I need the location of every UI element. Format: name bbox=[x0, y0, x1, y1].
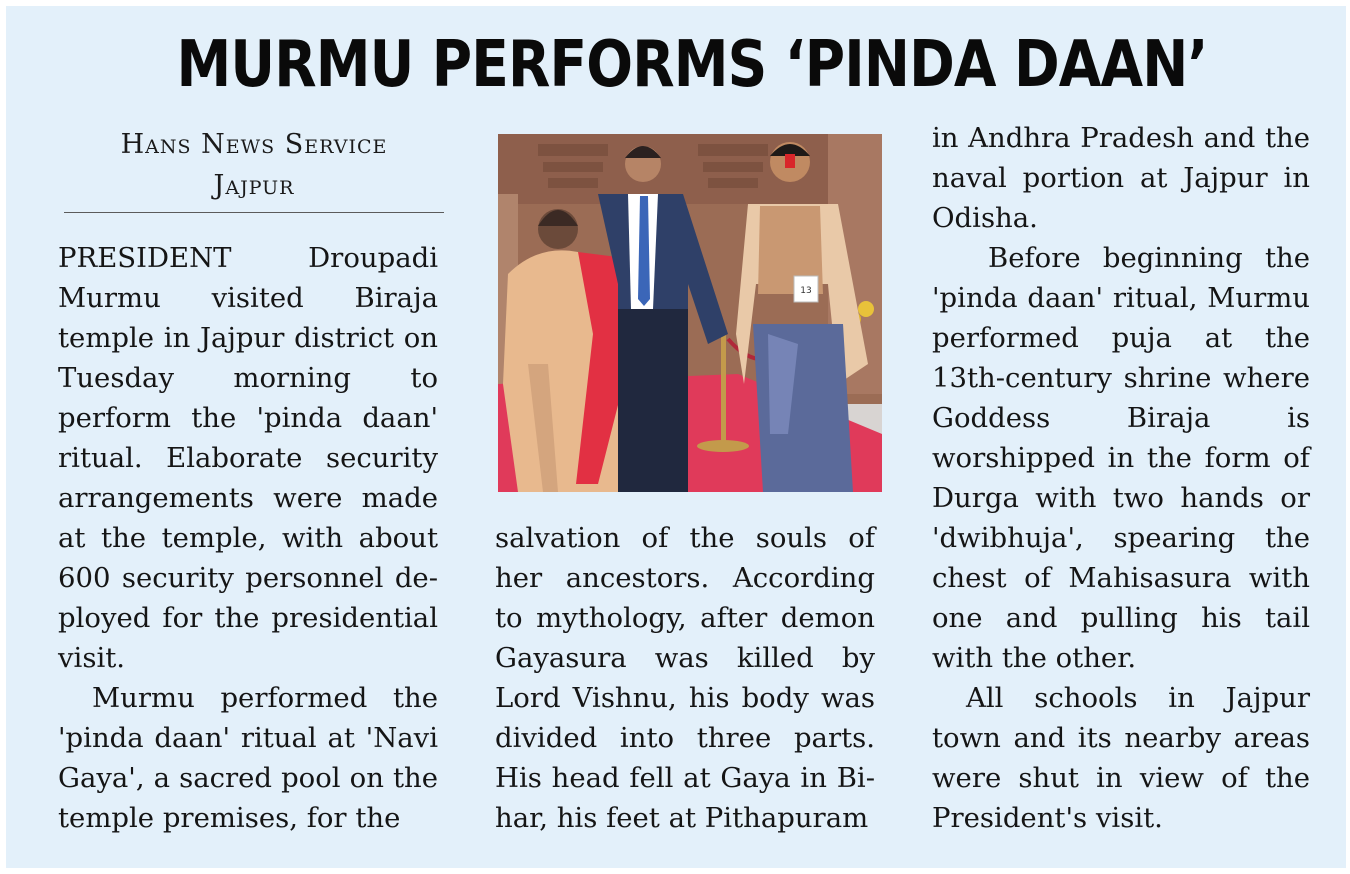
headline: MURMU PERFORMS ‘PINDA DAAN’ bbox=[176, 28, 1208, 102]
paragraph-1: PRESIDENT Droupadi Murmu visited Biraja temple in Jajpur district on Tuesday morning to perform the 'pinda daan' ritual. Elaborate security arrangements were made at the temple, with about 600 security personnel deployed for the presidential visit. bbox=[58, 242, 438, 674]
paragraph-3: Before beginning the 'pinda daan' ritual, Murmu performed puja at the 13th-century shrine where Goddess Biraja is worshipped in the form of Durga with two hands or 'dwibhuja', spearing the chest of Mahisasura with one and pulling his tail with the other. bbox=[932, 242, 1310, 674]
byline-location: Jajpur bbox=[213, 170, 295, 201]
paragraph-2-middle: salvation of the souls of her ancestors. According to mythology, after demon Gayasura was killed by Lord Vishnu, his body was divided into three parts. His head fell at Gaya in Bihar, his feet at Pithapuram bbox=[495, 522, 875, 834]
article-column-1 bbox=[58, 238, 438, 838]
byline bbox=[64, 124, 444, 213]
paragraph-2-end: in Andhra Pradesh and the naval portion at Jajpur in Odisha. bbox=[932, 122, 1310, 234]
photo-illustration bbox=[498, 134, 882, 492]
article-column-2 bbox=[495, 518, 875, 838]
paragraph-4: All schools in Jajpur town and its nearby areas were shut in view of the President's visit. bbox=[932, 682, 1310, 834]
article-photo bbox=[498, 134, 882, 492]
byline-agency: Hans News Service bbox=[120, 129, 388, 160]
badge-text: 13 bbox=[800, 286, 812, 296]
article-column-3 bbox=[932, 118, 1310, 838]
paragraph-2-start: Murmu performed the 'pinda daan' ritual at 'Navi Gaya', a sacred pool on the temple premises, for the bbox=[58, 682, 438, 834]
